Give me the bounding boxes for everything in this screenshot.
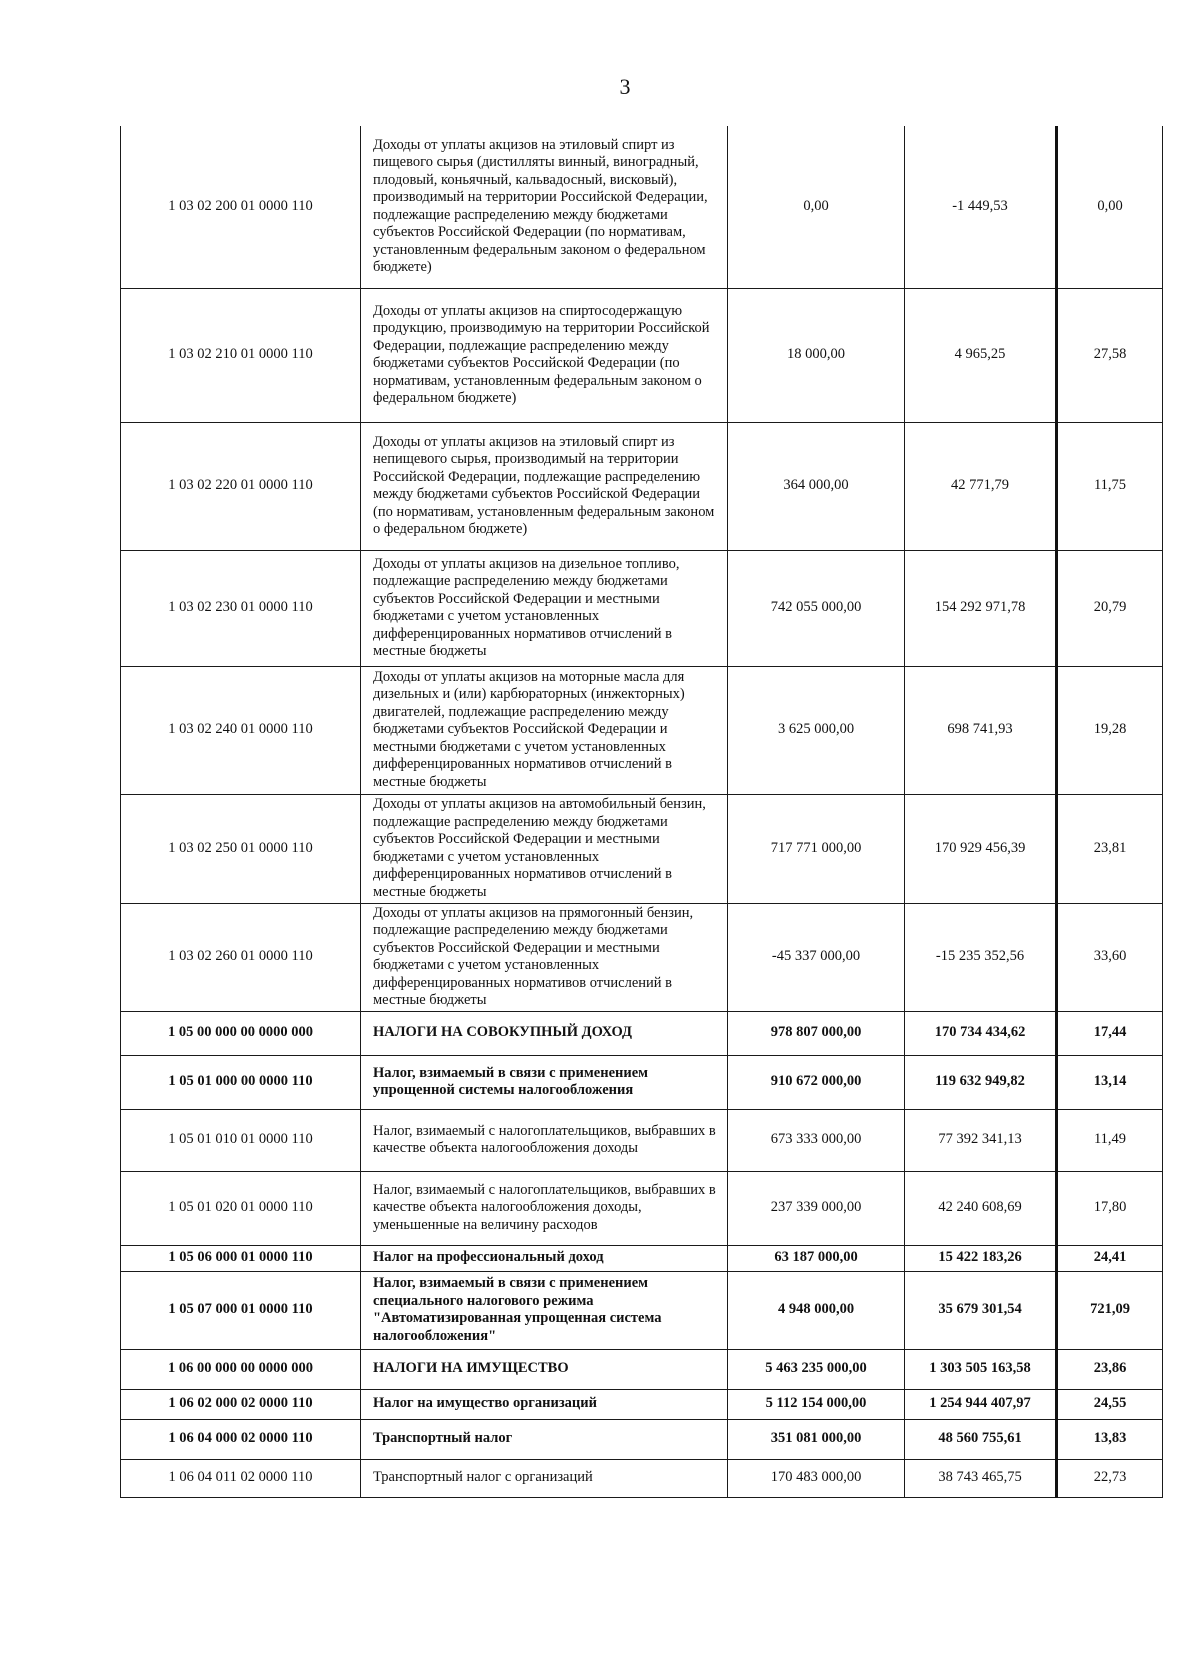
- row-code: 1 05 06 000 01 0000 110: [121, 1245, 361, 1271]
- row-percent: 13,14: [1057, 1055, 1163, 1109]
- row-plan-amount: 910 672 000,00: [728, 1055, 905, 1109]
- row-name: Налог на имущество организаций: [361, 1389, 728, 1419]
- row-name: НАЛОГИ НА СОВОКУПНЫЙ ДОХОД: [361, 1011, 728, 1055]
- row-fact-amount: -1 449,53: [905, 126, 1057, 288]
- row-code: 1 03 02 210 01 0000 110: [121, 288, 361, 422]
- table-row: [121, 422, 1163, 550]
- row-percent: 22,73: [1057, 1459, 1163, 1497]
- table-row: [121, 550, 1163, 666]
- row-plan-amount: 717 771 000,00: [728, 794, 905, 903]
- row-fact-amount: 1 254 944 407,97: [905, 1389, 1057, 1419]
- table-row: [121, 1245, 1163, 1271]
- row-code: 1 03 02 240 01 0000 110: [121, 666, 361, 794]
- row-fact-amount: 77 392 341,13: [905, 1109, 1057, 1171]
- row-percent: 19,28: [1057, 666, 1163, 794]
- row-plan-amount: 170 483 000,00: [728, 1459, 905, 1497]
- row-code: 1 06 00 000 00 0000 000: [121, 1349, 361, 1389]
- row-fact-amount: 4 965,25: [905, 288, 1057, 422]
- row-code: 1 03 02 220 01 0000 110: [121, 422, 361, 550]
- table-row: [121, 903, 1163, 1011]
- table-row: [121, 1349, 1163, 1389]
- row-code: 1 06 04 000 02 0000 110: [121, 1419, 361, 1459]
- table-row: [121, 1389, 1163, 1419]
- row-code: 1 05 01 020 01 0000 110: [121, 1171, 361, 1245]
- row-plan-amount: 742 055 000,00: [728, 550, 905, 666]
- row-fact-amount: 42 240 608,69: [905, 1171, 1057, 1245]
- row-name: Доходы от уплаты акцизов на спиртосодержащую продукцию, производимую на территории Российской Федерации, подлежащие распределению между бюджетами субъектов Российской Федерации (по нормативам, установленным федеральным законом о федеральном бюджете): [361, 288, 728, 422]
- row-code: 1 05 01 000 00 0000 110: [121, 1055, 361, 1109]
- row-plan-amount: 5 463 235 000,00: [728, 1349, 905, 1389]
- row-name: НАЛОГИ НА ИМУЩЕСТВО: [361, 1349, 728, 1389]
- table-body: [121, 126, 1163, 1497]
- table-row: [121, 1459, 1163, 1497]
- table-row: [121, 288, 1163, 422]
- row-fact-amount: 38 743 465,75: [905, 1459, 1057, 1497]
- row-name: Налог, взимаемый в связи с применением упрощенной системы налогообложения: [361, 1055, 728, 1109]
- row-code: 1 03 02 200 01 0000 110: [121, 126, 361, 288]
- row-fact-amount: -15 235 352,56: [905, 903, 1057, 1011]
- row-code: 1 03 02 250 01 0000 110: [121, 794, 361, 903]
- row-code: 1 05 07 000 01 0000 110: [121, 1271, 361, 1349]
- row-plan-amount: 673 333 000,00: [728, 1109, 905, 1171]
- row-plan-amount: 4 948 000,00: [728, 1271, 905, 1349]
- row-code: 1 05 01 010 01 0000 110: [121, 1109, 361, 1171]
- row-fact-amount: 15 422 183,26: [905, 1245, 1057, 1271]
- budget-revenue-table: [120, 126, 1163, 1498]
- row-percent: 13,83: [1057, 1419, 1163, 1459]
- row-plan-amount: -45 337 000,00: [728, 903, 905, 1011]
- row-percent: 24,41: [1057, 1245, 1163, 1271]
- row-plan-amount: 364 000,00: [728, 422, 905, 550]
- row-percent: 33,60: [1057, 903, 1163, 1011]
- table-row: [121, 1171, 1163, 1245]
- row-name: Транспортный налог с организаций: [361, 1459, 728, 1497]
- row-percent: 23,86: [1057, 1349, 1163, 1389]
- row-percent: 11,75: [1057, 422, 1163, 550]
- row-percent: 17,44: [1057, 1011, 1163, 1055]
- row-plan-amount: 0,00: [728, 126, 905, 288]
- row-name: Налог, взимаемый в связи с применением специального налогового режима "Автоматизированная упрощенная система налогообложения": [361, 1271, 728, 1349]
- row-fact-amount: 170 929 456,39: [905, 794, 1057, 903]
- row-name: Доходы от уплаты акцизов на прямогонный бензин, подлежащие распределению между бюджетами субъектов Российской Федерации и местными бюджетами с учетом установленных дифференцированных нормативов отчислений в местные бюджеты: [361, 903, 728, 1011]
- row-name: Транспортный налог: [361, 1419, 728, 1459]
- row-fact-amount: 42 771,79: [905, 422, 1057, 550]
- table-row: [121, 794, 1163, 903]
- row-name: Налог, взимаемый с налогоплательщиков, выбравших в качестве объекта налогообложения доходы: [361, 1109, 728, 1171]
- table-row: [121, 1271, 1163, 1349]
- row-percent: 0,00: [1057, 126, 1163, 288]
- row-code: 1 03 02 260 01 0000 110: [121, 903, 361, 1011]
- row-plan-amount: 5 112 154 000,00: [728, 1389, 905, 1419]
- row-name: Доходы от уплаты акцизов на этиловый спирт из непищевого сырья, производимый на территории Российской Федерации, подлежащие распределению между бюджетами субъектов Российской Федерации (по нормативам, установленным федеральным законом о федеральном бюджете): [361, 422, 728, 550]
- row-fact-amount: 1 303 505 163,58: [905, 1349, 1057, 1389]
- row-percent: 24,55: [1057, 1389, 1163, 1419]
- row-plan-amount: 63 187 000,00: [728, 1245, 905, 1271]
- row-fact-amount: 48 560 755,61: [905, 1419, 1057, 1459]
- row-plan-amount: 18 000,00: [728, 288, 905, 422]
- table-row: [121, 1011, 1163, 1055]
- row-plan-amount: 3 625 000,00: [728, 666, 905, 794]
- row-percent: 17,80: [1057, 1171, 1163, 1245]
- row-fact-amount: 698 741,93: [905, 666, 1057, 794]
- row-name: Налог на профессиональный доход: [361, 1245, 728, 1271]
- row-name: Доходы от уплаты акцизов на этиловый спирт из пищевого сырья (дистилляты винный, виноградный, плодовый, коньячный, кальвадосный, висковый), производимый на территории Российской Федерации, подлежащие распределению между бюджетами субъектов Российской Федерации (по нормативам, установленным федеральным законом о федеральном бюджете): [361, 126, 728, 288]
- table-row: [121, 666, 1163, 794]
- row-fact-amount: 170 734 434,62: [905, 1011, 1057, 1055]
- row-percent: 27,58: [1057, 288, 1163, 422]
- row-fact-amount: 154 292 971,78: [905, 550, 1057, 666]
- row-name: Доходы от уплаты акцизов на автомобильный бензин, подлежащие распределению между бюджетами субъектов Российской Федерации и местными бюджетами с учетом установленных дифференцированных нормативов отчислений в местные бюджеты: [361, 794, 728, 903]
- row-name: Доходы от уплаты акцизов на дизельное топливо, подлежащие распределению между бюджетами субъектов Российской Федерации и местными бюджетами с учетом установленных дифференцированных нормативов отчислений в местные бюджеты: [361, 550, 728, 666]
- row-percent: 11,49: [1057, 1109, 1163, 1171]
- row-plan-amount: 978 807 000,00: [728, 1011, 905, 1055]
- table-row: [121, 1419, 1163, 1459]
- row-percent: 20,79: [1057, 550, 1163, 666]
- row-plan-amount: 237 339 000,00: [728, 1171, 905, 1245]
- row-code: 1 03 02 230 01 0000 110: [121, 550, 361, 666]
- row-code: 1 06 02 000 02 0000 110: [121, 1389, 361, 1419]
- row-code: 1 06 04 011 02 0000 110: [121, 1459, 361, 1497]
- page-number: 3: [619, 74, 631, 99]
- row-name: Налог, взимаемый с налогоплательщиков, выбравших в качестве объекта налогообложения доходы, уменьшенные на величину расходов: [361, 1171, 728, 1245]
- row-name: Доходы от уплаты акцизов на моторные масла для дизельных и (или) карбюраторных (инжекторных) двигателей, подлежащие распределению между бюджетами субъектов Российской Федерации и местными бюджетами с учетом установленных дифференцированных нормативов отчислений в местные бюджеты: [361, 666, 728, 794]
- row-fact-amount: 119 632 949,82: [905, 1055, 1057, 1109]
- table-row: [121, 126, 1163, 288]
- table-row: [121, 1109, 1163, 1171]
- table-row: [121, 1055, 1163, 1109]
- row-percent: 23,81: [1057, 794, 1163, 903]
- row-plan-amount: 351 081 000,00: [728, 1419, 905, 1459]
- row-fact-amount: 35 679 301,54: [905, 1271, 1057, 1349]
- row-percent: 721,09: [1057, 1271, 1163, 1349]
- row-code: 1 05 00 000 00 0000 000: [121, 1011, 361, 1055]
